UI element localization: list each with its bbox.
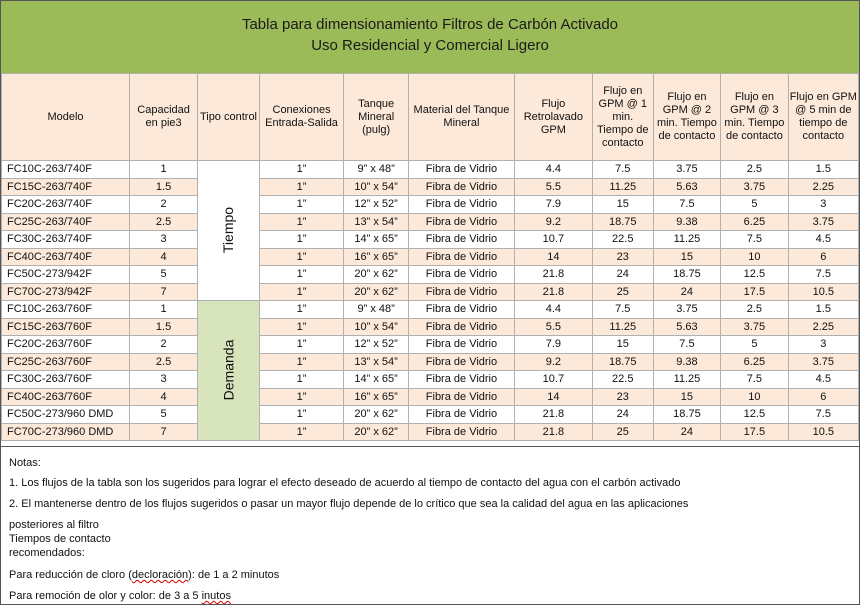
model-cell: FC70C-273/960 DMD bbox=[2, 423, 130, 441]
value-cell: 18.75 bbox=[592, 213, 653, 231]
value-cell: 2.25 bbox=[788, 178, 858, 196]
value-cell: Fibra de Vidrio bbox=[409, 161, 515, 179]
header-row bbox=[2, 74, 859, 161]
value-cell: 1.5 bbox=[788, 161, 858, 179]
value-cell: 6 bbox=[788, 388, 858, 406]
value-cell: 1” bbox=[259, 318, 343, 336]
table-subtitle: Uso Residencial y Comercial Ligero bbox=[311, 37, 549, 54]
contact-times-line2: recomendados: bbox=[9, 547, 85, 559]
model-cell: FC15C-263/740F bbox=[2, 178, 130, 196]
value-cell: 3 bbox=[788, 196, 858, 214]
value-cell: 21.8 bbox=[514, 266, 592, 284]
value-cell: 1” bbox=[259, 406, 343, 424]
value-cell: 10.7 bbox=[514, 371, 592, 389]
value-cell: 24 bbox=[653, 423, 720, 441]
column-header: Flujo Retrolavado GPM bbox=[514, 74, 592, 161]
column-header: Flujo en GPM @ 1 min. Tiempo de contacto bbox=[592, 74, 653, 161]
value-cell: Fibra de Vidrio bbox=[409, 231, 515, 249]
table-row bbox=[2, 248, 859, 266]
value-cell: 22.5 bbox=[592, 371, 653, 389]
value-cell: 12.5 bbox=[721, 406, 788, 424]
contact-times-line1: Tiempos de contacto bbox=[9, 533, 111, 545]
value-cell: 14” x 65” bbox=[344, 371, 409, 389]
value-cell: 7 bbox=[130, 423, 198, 441]
value-cell: 1 bbox=[130, 161, 198, 179]
model-cell: FC30C-263/740F bbox=[2, 231, 130, 249]
value-cell: 14 bbox=[514, 388, 592, 406]
table-body bbox=[2, 161, 859, 441]
odor-note bbox=[9, 590, 231, 602]
value-cell: 15 bbox=[592, 336, 653, 354]
column-header: Material del Tanque Mineral bbox=[409, 74, 515, 161]
table-row bbox=[2, 388, 859, 406]
value-cell: 10.5 bbox=[788, 283, 858, 301]
control-type-cell bbox=[198, 301, 260, 441]
table-row bbox=[2, 318, 859, 336]
value-cell: 7.5 bbox=[721, 231, 788, 249]
value-cell: 2.5 bbox=[721, 161, 788, 179]
value-cell: 7 bbox=[130, 283, 198, 301]
value-cell: 9.38 bbox=[653, 213, 720, 231]
chlorine-prefix: Para reducción de cloro ( bbox=[9, 569, 132, 581]
value-cell: Fibra de Vidrio bbox=[409, 283, 515, 301]
value-cell: 4.4 bbox=[514, 161, 592, 179]
column-header: Modelo bbox=[2, 74, 130, 161]
value-cell: 2.5 bbox=[130, 213, 198, 231]
value-cell: 1” bbox=[259, 371, 343, 389]
notes-section bbox=[1, 446, 859, 605]
value-cell: 5.5 bbox=[514, 178, 592, 196]
value-cell: 16” x 65” bbox=[344, 388, 409, 406]
value-cell: Fibra de Vidrio bbox=[409, 196, 515, 214]
value-cell: 1.5 bbox=[130, 178, 198, 196]
table-row bbox=[2, 178, 859, 196]
column-header: Flujo en GPM @ 2 min. Tiempo de contacto bbox=[653, 74, 720, 161]
column-header: Capacidad en pie3 bbox=[130, 74, 198, 161]
column-header: Conexiones Entrada-Salida bbox=[259, 74, 343, 161]
sizing-table bbox=[1, 73, 859, 441]
value-cell: 7.5 bbox=[721, 371, 788, 389]
value-cell: 4.4 bbox=[514, 301, 592, 319]
value-cell: 5 bbox=[130, 266, 198, 284]
model-cell: FC15C-263/760F bbox=[2, 318, 130, 336]
model-cell: FC25C-263/740F bbox=[2, 213, 130, 231]
value-cell: 3.75 bbox=[788, 213, 858, 231]
value-cell: 11.25 bbox=[592, 178, 653, 196]
value-cell: 5.5 bbox=[514, 318, 592, 336]
value-cell: 5.63 bbox=[653, 178, 720, 196]
value-cell: 1” bbox=[259, 336, 343, 354]
odor-prefix: Para remoción de olor y color: de 3 a 5 bbox=[9, 590, 202, 602]
value-cell: 21.8 bbox=[514, 423, 592, 441]
value-cell: 10 bbox=[721, 248, 788, 266]
value-cell: 15 bbox=[653, 248, 720, 266]
value-cell: 15 bbox=[653, 388, 720, 406]
value-cell: 1.5 bbox=[130, 318, 198, 336]
value-cell: 1” bbox=[259, 231, 343, 249]
table-row bbox=[2, 213, 859, 231]
value-cell: 10” x 54” bbox=[344, 318, 409, 336]
control-type-label: Tiempo bbox=[220, 206, 237, 253]
value-cell: 6.25 bbox=[721, 353, 788, 371]
value-cell: 10.5 bbox=[788, 423, 858, 441]
value-cell: 20” x 62” bbox=[344, 406, 409, 424]
value-cell: 23 bbox=[592, 248, 653, 266]
value-cell: 5 bbox=[130, 406, 198, 424]
value-cell: 20” x 62” bbox=[344, 423, 409, 441]
model-cell: FC40C-263/760F bbox=[2, 388, 130, 406]
table-row bbox=[2, 336, 859, 354]
model-cell: FC20C-263/740F bbox=[2, 196, 130, 214]
value-cell: 17.5 bbox=[721, 423, 788, 441]
note-2: 2. El mantenerse dentro de los flujos sugeridos o pasar un mayor flujo depende de lo crítico que sea la calidad del agua en las aplicaciones bbox=[9, 498, 689, 510]
model-cell: FC10C-263/740F bbox=[2, 161, 130, 179]
value-cell: 25 bbox=[592, 283, 653, 301]
value-cell: 9” x 48” bbox=[344, 161, 409, 179]
value-cell: 10 bbox=[721, 388, 788, 406]
value-cell: Fibra de Vidrio bbox=[409, 388, 515, 406]
value-cell: 11.25 bbox=[653, 371, 720, 389]
value-cell: 1” bbox=[259, 248, 343, 266]
value-cell: 9.2 bbox=[514, 353, 592, 371]
value-cell: 1” bbox=[259, 353, 343, 371]
table-title: Tabla para dimensionamiento Filtros de Carbón Activado bbox=[241, 16, 619, 33]
value-cell: 2.5 bbox=[130, 353, 198, 371]
value-cell: 1” bbox=[259, 196, 343, 214]
value-cell: 11.25 bbox=[592, 318, 653, 336]
table-row bbox=[2, 301, 859, 319]
model-cell: FC40C-263/740F bbox=[2, 248, 130, 266]
value-cell: 2 bbox=[130, 336, 198, 354]
model-cell: FC70C-273/942F bbox=[2, 283, 130, 301]
table-row bbox=[2, 353, 859, 371]
value-cell: 20” x 62” bbox=[344, 283, 409, 301]
value-cell: 3 bbox=[130, 231, 198, 249]
value-cell: 24 bbox=[653, 283, 720, 301]
model-cell: FC50C-273/960 DMD bbox=[2, 406, 130, 424]
value-cell: 7.5 bbox=[788, 266, 858, 284]
value-cell: 4.5 bbox=[788, 231, 858, 249]
title-band bbox=[1, 1, 859, 74]
value-cell: 12” x 52” bbox=[344, 196, 409, 214]
value-cell: 2 bbox=[130, 196, 198, 214]
column-header: Flujo en GPM @ 5 min de tiempo de contacto bbox=[788, 74, 858, 161]
value-cell: 7.5 bbox=[653, 196, 720, 214]
value-cell: 7.5 bbox=[788, 406, 858, 424]
value-cell: 4.5 bbox=[788, 371, 858, 389]
value-cell: 1” bbox=[259, 423, 343, 441]
value-cell: 7.9 bbox=[514, 196, 592, 214]
value-cell: 1” bbox=[259, 161, 343, 179]
column-header: Tanque Mineral (pulg) bbox=[344, 74, 409, 161]
value-cell: 3 bbox=[788, 336, 858, 354]
model-cell: FC20C-263/760F bbox=[2, 336, 130, 354]
value-cell: 1 bbox=[130, 301, 198, 319]
value-cell: 7.5 bbox=[653, 336, 720, 354]
note-2-continued: posteriores al filtro bbox=[9, 519, 99, 531]
value-cell: 14” x 65” bbox=[344, 231, 409, 249]
value-cell: 12” x 52” bbox=[344, 336, 409, 354]
value-cell: 25 bbox=[592, 423, 653, 441]
value-cell: 9.2 bbox=[514, 213, 592, 231]
control-type-cell bbox=[198, 161, 260, 301]
value-cell: 7.5 bbox=[592, 161, 653, 179]
column-header: Flujo en GPM @ 3 min. Tiempo de contacto bbox=[721, 74, 788, 161]
value-cell: 3.75 bbox=[653, 161, 720, 179]
value-cell: Fibra de Vidrio bbox=[409, 406, 515, 424]
chlorine-suffix: ): de 1 a 2 minutos bbox=[188, 569, 280, 581]
value-cell: 11.25 bbox=[653, 231, 720, 249]
value-cell: 2.5 bbox=[721, 301, 788, 319]
table-row bbox=[2, 231, 859, 249]
value-cell: Fibra de Vidrio bbox=[409, 336, 515, 354]
value-cell: Fibra de Vidrio bbox=[409, 423, 515, 441]
value-cell: 22.5 bbox=[592, 231, 653, 249]
value-cell: 24 bbox=[592, 406, 653, 424]
value-cell: 2.25 bbox=[788, 318, 858, 336]
value-cell: 13” x 54” bbox=[344, 213, 409, 231]
value-cell: 9.38 bbox=[653, 353, 720, 371]
value-cell: 14 bbox=[514, 248, 592, 266]
value-cell: 24 bbox=[592, 266, 653, 284]
value-cell: 1” bbox=[259, 213, 343, 231]
value-cell: 10.7 bbox=[514, 231, 592, 249]
value-cell: 6.25 bbox=[721, 213, 788, 231]
table-row bbox=[2, 161, 859, 179]
table-row bbox=[2, 196, 859, 214]
value-cell: 12.5 bbox=[721, 266, 788, 284]
value-cell: Fibra de Vidrio bbox=[409, 371, 515, 389]
column-header: Tipo control bbox=[198, 74, 260, 161]
value-cell: 1.5 bbox=[788, 301, 858, 319]
control-type-label: Demanda bbox=[220, 339, 237, 400]
value-cell: 23 bbox=[592, 388, 653, 406]
value-cell: 18.75 bbox=[653, 266, 720, 284]
value-cell: 7.9 bbox=[514, 336, 592, 354]
model-cell: FC30C-263/760F bbox=[2, 371, 130, 389]
value-cell: Fibra de Vidrio bbox=[409, 353, 515, 371]
table-row bbox=[2, 423, 859, 441]
table-row bbox=[2, 283, 859, 301]
value-cell: 1” bbox=[259, 301, 343, 319]
value-cell: 4 bbox=[130, 248, 198, 266]
chlorine-note bbox=[9, 569, 279, 581]
value-cell: 3.75 bbox=[788, 353, 858, 371]
value-cell: Fibra de Vidrio bbox=[409, 178, 515, 196]
value-cell: 4 bbox=[130, 388, 198, 406]
value-cell: 17.5 bbox=[721, 283, 788, 301]
value-cell: 7.5 bbox=[592, 301, 653, 319]
value-cell: 3 bbox=[130, 371, 198, 389]
value-cell: 21.8 bbox=[514, 406, 592, 424]
model-cell: FC10C-263/760F bbox=[2, 301, 130, 319]
value-cell: Fibra de Vidrio bbox=[409, 266, 515, 284]
value-cell: 16” x 65” bbox=[344, 248, 409, 266]
value-cell: 5 bbox=[721, 336, 788, 354]
value-cell: 13” x 54” bbox=[344, 353, 409, 371]
value-cell: 18.75 bbox=[592, 353, 653, 371]
note-1: 1. Los flujos de la tabla son los sugeridos para lograr el efecto deseado de acuerdo al tiempo de contacto del agua con el carbón activado bbox=[9, 477, 681, 489]
value-cell: 5 bbox=[721, 196, 788, 214]
value-cell: 21.8 bbox=[514, 283, 592, 301]
value-cell: 1” bbox=[259, 283, 343, 301]
value-cell: 15 bbox=[592, 196, 653, 214]
value-cell: 5.63 bbox=[653, 318, 720, 336]
value-cell: 6 bbox=[788, 248, 858, 266]
value-cell: Fibra de Vidrio bbox=[409, 248, 515, 266]
model-cell: FC50C-273/942F bbox=[2, 266, 130, 284]
table-row bbox=[2, 371, 859, 389]
chlorine-word: decloración bbox=[131, 569, 189, 581]
value-cell: 3.75 bbox=[653, 301, 720, 319]
value-cell: 20” x 62” bbox=[344, 266, 409, 284]
value-cell: 3.75 bbox=[721, 178, 788, 196]
value-cell: 9” x 48” bbox=[344, 301, 409, 319]
value-cell: 1” bbox=[259, 388, 343, 406]
table-row bbox=[2, 406, 859, 424]
odor-word: inutos bbox=[201, 590, 231, 602]
value-cell: 10” x 54” bbox=[344, 178, 409, 196]
value-cell: 18.75 bbox=[653, 406, 720, 424]
table-row bbox=[2, 266, 859, 284]
notes-heading: Notas: bbox=[9, 457, 41, 469]
value-cell: 1” bbox=[259, 266, 343, 284]
model-cell: FC25C-263/760F bbox=[2, 353, 130, 371]
value-cell: 3.75 bbox=[721, 318, 788, 336]
value-cell: Fibra de Vidrio bbox=[409, 301, 515, 319]
value-cell: Fibra de Vidrio bbox=[409, 318, 515, 336]
value-cell: 1” bbox=[259, 178, 343, 196]
value-cell: Fibra de Vidrio bbox=[409, 213, 515, 231]
